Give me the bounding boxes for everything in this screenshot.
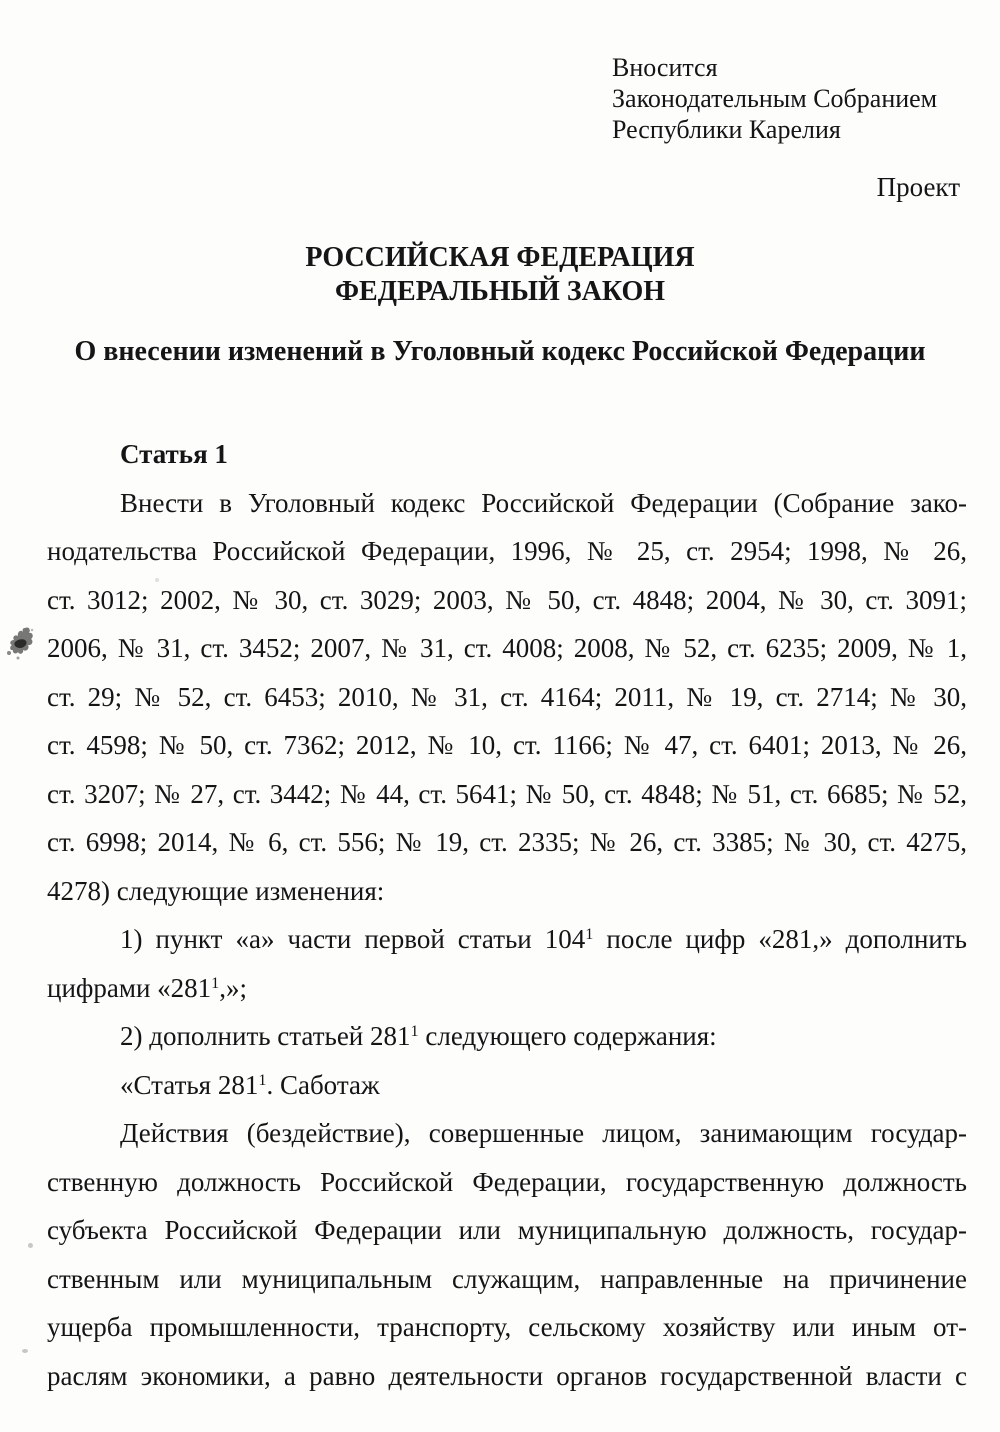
document-title <box>0 241 1000 309</box>
text-line: 2006, № 31, ст. 3452; 2007, № 31, ст. 4008; 2008, № 52, ст. 6235; 2009, № 1, <box>47 633 967 663</box>
text-line: ст. 29; № 52, ст. 6453; 2010, № 31, ст. 4164; 2011, № 19, ст. 2714; № 30, <box>47 681 967 712</box>
text-line: ст. 6998; 2014, № 6, ст. 556; № 19, ст. 2335; № 26, ст. 3385; № 30, ст. 4275, <box>47 827 967 857</box>
text-line: раслям экономики, а равно деятельности органов государственной власти с <box>47 1360 967 1391</box>
text-line: Действия (бездействие), совершенные лицом, занимающим государ- <box>120 1118 967 1148</box>
ink-smudge <box>5 622 39 666</box>
text-line: ст. 3207; № 27, ст. 3442; № 44, ст. 5641; № 50, ст. 4848; № 51, ст. 6685; № 52, <box>47 778 967 809</box>
paragraph <box>47 479 967 916</box>
paragraph <box>47 915 967 1012</box>
paragraph <box>47 1109 967 1400</box>
document-subject: О внесении изменений в Уголовный кодекс Российской Федерации <box>74 336 926 367</box>
text-line: нодательства Российской Федерации, 1996, № 25, ст. 2954; 1998, № 26, <box>47 536 967 566</box>
paragraphs-container <box>47 479 967 1401</box>
text-line: 2) дополнить статьей $281^1$ следующего содержания: <box>120 1021 717 1051</box>
text-line: ственным или муниципальным служащим, направленные на причинение <box>47 1263 967 1294</box>
draft-label: Проект <box>876 172 960 202</box>
submitted-by-line: Законодательным Собранием <box>612 84 938 113</box>
scan-speck <box>155 578 159 582</box>
submitted-by-line: Вносится <box>612 53 718 82</box>
text-line: ст. 3012; 2002, № 30, ст. 3029; 2003, № 50, ст. 4848; 2004, № 30, ст. 3091; <box>47 584 967 615</box>
title-line-law-type: ФЕДЕРАЛЬНЫЙ ЗАКОН <box>335 276 665 307</box>
paragraph <box>47 1012 967 1061</box>
text-line: цифрами «$281^1$,»; <box>47 972 248 1003</box>
scan-speck <box>22 1349 28 1353</box>
text-line: Внести в Уголовный кодекс Российской Федерации (Собрание зако- <box>120 487 967 518</box>
scan-speck <box>28 1243 33 1248</box>
text-line: 4278) следующие изменения: <box>47 875 385 906</box>
text-line: 1) пункт «а» части первой статьи $104^1$ после цифр «281,» дополнить <box>120 924 967 954</box>
title-line-country: РОССИЙСКАЯ ФЕДЕРАЦИЯ <box>305 242 695 273</box>
text-line: ст. 4598; № 50, ст. 7362; 2012, № 10, ст. 1166; № 47, ст. 6401; 2013, № 26, <box>47 730 967 760</box>
submitted-by-block <box>612 52 937 145</box>
document-body <box>47 430 967 1400</box>
superscript: 1 <box>211 973 220 992</box>
text-line: «Статья $281^1$. Саботаж <box>120 1069 380 1100</box>
superscript: 1 <box>258 1070 267 1089</box>
article-heading: Статья 1 <box>120 439 228 469</box>
text-line: ственную должность Российской Федерации, государственную должность <box>47 1166 967 1197</box>
text-line: ущерба промышленности, транспорту, сельскому хозяйству или иным от- <box>47 1312 967 1342</box>
superscript: 1 <box>410 1022 419 1041</box>
paragraph <box>47 1061 967 1110</box>
text-line: субъекта Российской Федерации или муниципальную должность, государ- <box>47 1215 967 1245</box>
submitted-by-line: Республики Карелия <box>612 115 841 144</box>
superscript: 1 <box>585 925 594 944</box>
